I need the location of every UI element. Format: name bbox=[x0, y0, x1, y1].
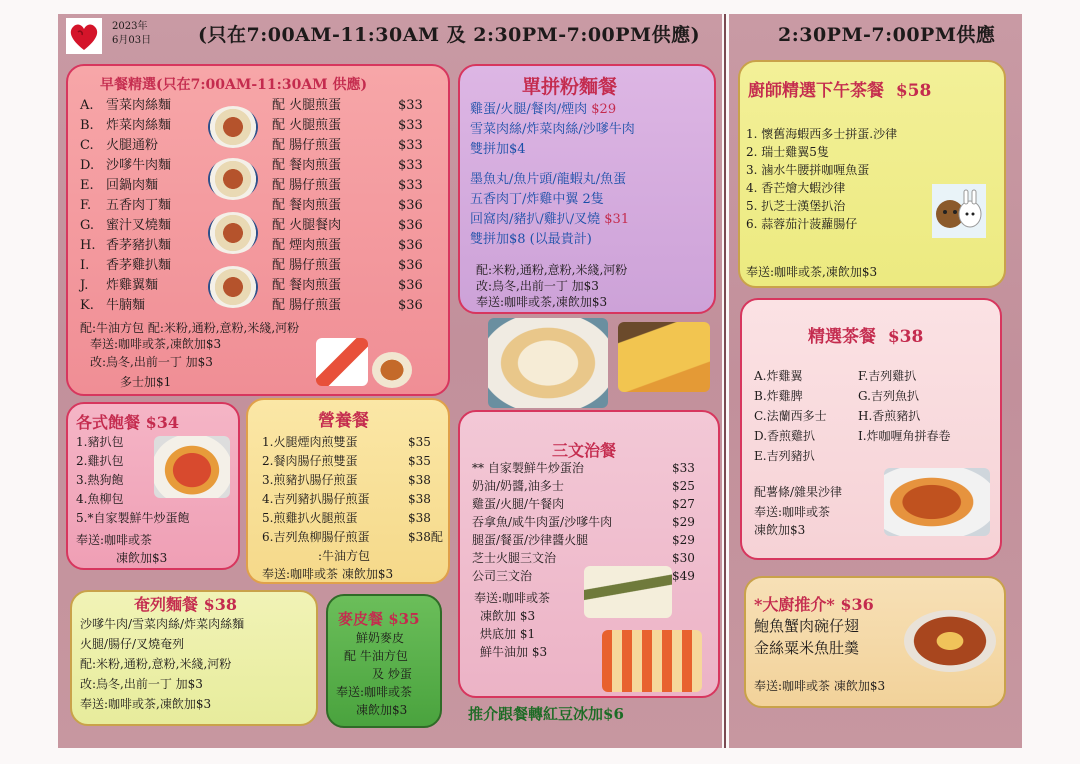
combo-line bbox=[470, 212, 629, 228]
tea-set-panel bbox=[740, 298, 1002, 560]
sandwich-note: 烘底加 $1 bbox=[480, 627, 536, 641]
breakfast-item-price: $33 bbox=[398, 118, 423, 133]
date-year: 2023年 bbox=[112, 21, 148, 32]
breakfast-item-price: $33 bbox=[398, 98, 423, 113]
chef-tea-panel bbox=[738, 60, 1006, 288]
chef-rec-note: 奉送:咖啡或茶 凍飲加$3 bbox=[754, 679, 886, 693]
omelet-line: 改:烏冬,出前一丁 加$3 bbox=[80, 677, 203, 691]
nutrition-panel bbox=[246, 398, 450, 584]
nutrition-item-name: 2.餐肉腸仔煎雙蛋 bbox=[262, 454, 358, 468]
combo-price: $31 bbox=[604, 212, 630, 227]
combo-line: 雪菜肉絲/炸菜肉絲/沙嗲牛肉 bbox=[470, 122, 635, 137]
tea-set-note: 配薯條/雜果沙律 bbox=[754, 485, 843, 499]
breakfast-item-side: 配 餐肉煎蛋 bbox=[272, 158, 342, 173]
sandwich-item-name: ** 自家製鮮牛炒蛋治 bbox=[472, 461, 584, 475]
chef-rec-line: 鮑魚蟹肉碗仔翅 bbox=[754, 617, 860, 635]
sandwich-panel bbox=[458, 410, 720, 698]
breakfast-item-side: 配 腸仔煎蛋 bbox=[272, 138, 342, 153]
combo-note: 配:米粉,通粉,意粉,米綫,河粉 bbox=[476, 263, 628, 277]
nutrition-note: 奉送:咖啡或茶 凍飲加$3 bbox=[262, 567, 394, 581]
breakfast-item-code: G. bbox=[80, 218, 95, 233]
breakfast-item-price: $33 bbox=[398, 158, 423, 173]
chef-rec-title-text: *大廚推介* bbox=[754, 595, 835, 614]
breakfast-panel bbox=[66, 64, 450, 396]
breakfast-item-side: 配 餐肉煎蛋 bbox=[272, 278, 342, 293]
breakfast-item-code: F. bbox=[80, 198, 92, 213]
noodle-combo-panel bbox=[458, 64, 716, 314]
breakfast-item-name: 五香肉丁麵 bbox=[106, 198, 172, 213]
combo-note: 改:烏冬,出前一丁 加$3 bbox=[476, 279, 599, 293]
nutrition-item-name: 1.火腿煙肉煎雙蛋 bbox=[262, 435, 358, 449]
nutrition-item-name: 5.煎雞扒火腿煎蛋 bbox=[262, 511, 358, 525]
breakfast-item-code: D. bbox=[80, 158, 95, 173]
tea-set-note: 奉送:咖啡或茶 bbox=[754, 505, 831, 519]
set-bun-price: $34 bbox=[145, 413, 179, 432]
sandwich-item-name: 腿蛋/餐蛋/沙律醬火腿 bbox=[472, 533, 589, 547]
chef-rec-panel bbox=[744, 576, 1006, 708]
sandwich-item-price: $33 bbox=[672, 461, 695, 475]
chef-tea-title bbox=[748, 76, 931, 101]
tea-set-item: A.炸雞翼 bbox=[754, 369, 803, 383]
set-bun-item: 3.熱狗飽 bbox=[76, 473, 124, 487]
breakfast-item-side: 配 腸仔煎蛋 bbox=[272, 258, 342, 273]
omelet-price: $38 bbox=[203, 595, 237, 614]
oatmeal-line: 鮮奶麥皮 bbox=[356, 631, 405, 645]
tea-set-item: C.法蘭西多士 bbox=[754, 409, 827, 423]
heart-icon bbox=[66, 18, 102, 54]
nutrition-item-price: $38配 bbox=[408, 530, 443, 544]
oatmeal-line: 凍飲加$3 bbox=[356, 703, 408, 717]
oatmeal-line: 配 牛油方包 bbox=[344, 649, 408, 663]
breakfast-item-side: 配 火腿煎蛋 bbox=[272, 98, 342, 113]
breakfast-item-code: J. bbox=[80, 278, 89, 293]
combo-note: 奉送:咖啡或茶,凍飲加$3 bbox=[476, 295, 608, 309]
food-photo bbox=[372, 352, 412, 388]
sandwich-item-price: $29 bbox=[672, 533, 695, 547]
chef-tea-item: 4. 香芒燴大蝦沙律 bbox=[746, 181, 846, 195]
breakfast-item-side: 配 火腿煎蛋 bbox=[272, 118, 342, 133]
oatmeal-price: $35 bbox=[388, 610, 420, 628]
combo-line bbox=[470, 102, 616, 118]
sandwich-item-name: 芝士火腿三文治 bbox=[472, 551, 557, 565]
chef-tea-item: 6. 蒜蓉茄汁菠蘿腸仔 bbox=[746, 217, 858, 231]
breakfast-title: 早餐精選(只在7:00AM-11:30AM 供應) bbox=[100, 77, 368, 93]
sandwich-note: 奉送:咖啡或茶 bbox=[474, 591, 551, 605]
tea-set-title-text: 精選茶餐 bbox=[808, 327, 876, 347]
breakfast-item-side: 配 煙肉煎蛋 bbox=[272, 238, 342, 253]
tea-set-item: E.吉列豬扒 bbox=[754, 449, 815, 463]
breakfast-item-code: C. bbox=[80, 138, 94, 153]
nutrition-note: :牛油方包 bbox=[318, 549, 371, 563]
combo-line-text: 雞蛋/火腿/餐肉/煙肉 bbox=[470, 102, 588, 117]
breakfast-item-code: E. bbox=[80, 178, 94, 193]
omelet-title bbox=[134, 592, 237, 615]
chef-tea-title-text: 廚師精選下午茶餐 bbox=[748, 81, 884, 101]
tea-set-price: $38 bbox=[887, 327, 924, 347]
sandwich-item-price: $25 bbox=[672, 479, 695, 493]
food-photo bbox=[208, 158, 258, 200]
food-photo bbox=[584, 566, 672, 618]
tea-set-item: I.炸咖喱角拼春卷 bbox=[858, 429, 951, 443]
nutrition-item-price: $35 bbox=[408, 435, 431, 449]
chef-tea-item: 1. 懷舊海蝦西多士拼蛋.沙律 bbox=[746, 127, 898, 141]
set-bun-item: 5.*自家製鮮牛炒蛋飽 bbox=[76, 511, 190, 525]
combo-line: 墨魚丸/魚片頭/龍蝦丸/魚蛋 bbox=[470, 172, 627, 187]
food-photo bbox=[904, 610, 996, 672]
breakfast-note: 改:烏冬,出前一丁 加$3 bbox=[90, 355, 213, 369]
sandwich-item-price: $30 bbox=[672, 551, 695, 565]
bear-bunny-sticker-icon bbox=[932, 184, 986, 238]
breakfast-item-code: B. bbox=[80, 118, 94, 133]
set-bun-item: 2.雞扒包 bbox=[76, 454, 124, 468]
food-photo bbox=[618, 322, 710, 392]
omelet-line: 火腿/腸仔/叉燒奄列 bbox=[80, 637, 185, 651]
breakfast-item-code: H. bbox=[80, 238, 96, 253]
tea-set-item: F.吉列雞扒 bbox=[858, 369, 917, 383]
chef-rec-title bbox=[754, 592, 874, 615]
nutrition-item-price: $38 bbox=[408, 492, 431, 506]
set-bun-note: 奉送:咖啡或茶 bbox=[76, 533, 153, 547]
set-bun-title bbox=[76, 410, 179, 433]
date-day: 6月03日 bbox=[112, 35, 152, 46]
food-photo bbox=[208, 266, 258, 308]
breakfast-item-side: 配 腸仔煎蛋 bbox=[272, 298, 342, 313]
omelet-panel bbox=[70, 590, 318, 726]
chef-tea-item: 2. 瑞士雞翼5隻 bbox=[746, 145, 829, 159]
breakfast-note: 奉送:咖啡或茶,凍飲加$3 bbox=[90, 337, 222, 351]
breakfast-item-name: 炸雞翼麵 bbox=[106, 278, 159, 293]
set-bun-item: 4.魚柳包 bbox=[76, 492, 124, 506]
nutrition-item-name: 6.吉列魚柳腸仔煎蛋 bbox=[262, 530, 370, 544]
breakfast-item-name: 香茅豬扒麵 bbox=[106, 238, 172, 253]
sandwich-item-price: $49 bbox=[672, 569, 695, 583]
breakfast-item-name: 火腿通粉 bbox=[106, 138, 159, 153]
chef-tea-note: 奉送:咖啡或茶,凍飲加$3 bbox=[746, 265, 878, 279]
sandwich-item-name: 奶油/奶醬,油多士 bbox=[472, 479, 564, 493]
nutrition-item-price: $38 bbox=[408, 511, 431, 525]
food-photo bbox=[602, 630, 702, 692]
breakfast-item-side: 配 火腿餐肉 bbox=[272, 218, 342, 233]
tea-set-note: 凍飲加$3 bbox=[754, 523, 806, 537]
chef-rec-price: $36 bbox=[840, 595, 874, 614]
sandwich-item-name: 公司三文治 bbox=[472, 569, 533, 583]
noodle-combo-title: 單拼粉麵餐 bbox=[522, 76, 618, 98]
breakfast-item-price: $36 bbox=[398, 298, 423, 313]
sandwich-note: 凍飲加 $3 bbox=[480, 609, 536, 623]
nutrition-title: 營養餐 bbox=[318, 411, 369, 431]
breakfast-item-name: 沙嗲牛肉麵 bbox=[106, 158, 172, 173]
chef-tea-item: 5. 扒芝士漢堡扒治 bbox=[746, 199, 846, 213]
set-bun-note: 凍飲加$3 bbox=[116, 551, 168, 565]
food-photo bbox=[316, 338, 368, 386]
tea-set-title bbox=[808, 322, 923, 347]
food-photo bbox=[488, 318, 608, 408]
omelet-line: 奉送:咖啡或茶,凍飲加$3 bbox=[80, 697, 212, 711]
omelet-title-text: 奄列麵餐 bbox=[134, 595, 199, 614]
combo-price: $29 bbox=[591, 102, 617, 117]
breakfast-note: 多士加$1 bbox=[120, 375, 172, 389]
chef-rec-line: 金絲粟米魚肚羹 bbox=[754, 639, 860, 657]
sandwich-item-price: $29 bbox=[672, 515, 695, 529]
nutrition-item-name: 4.吉列豬扒腸仔煎蛋 bbox=[262, 492, 370, 506]
food-photo bbox=[884, 468, 990, 536]
promo-text: 推介跟餐轉紅豆冰加$6 bbox=[468, 705, 624, 723]
breakfast-item-price: $36 bbox=[398, 198, 423, 213]
breakfast-item-price: $36 bbox=[398, 258, 423, 273]
breakfast-item-price: $36 bbox=[398, 218, 423, 233]
tea-set-item: D.香煎雞扒 bbox=[754, 429, 816, 443]
sandwich-item-price: $27 bbox=[672, 497, 695, 511]
tea-set-item: H.香煎豬扒 bbox=[858, 409, 921, 423]
date-stamp bbox=[112, 20, 151, 48]
oatmeal-panel bbox=[326, 594, 442, 728]
breakfast-item-code: I. bbox=[80, 258, 90, 273]
set-bun-item: 1.豬扒包 bbox=[76, 435, 124, 449]
breakfast-item-price: $36 bbox=[398, 278, 423, 293]
sandwich-note: 鮮牛油加 $3 bbox=[480, 645, 548, 659]
tea-set-item: B.炸雞脾 bbox=[754, 389, 803, 403]
oatmeal-title-text: 麥皮餐 bbox=[338, 610, 384, 628]
tea-set-item: G.吉列魚扒 bbox=[858, 389, 919, 403]
omelet-line: 配:米粉,通粉,意粉,米綫,河粉 bbox=[80, 657, 232, 671]
hours-left: (只在7:00AM-11:30AM 及 2:30PM-7:00PM供應) bbox=[198, 24, 701, 46]
food-photo bbox=[208, 106, 258, 148]
breakfast-item-name: 回鍋肉麵 bbox=[106, 178, 159, 193]
breakfast-item-side: 配 腸仔煎蛋 bbox=[272, 178, 342, 193]
breakfast-item-name: 雪菜肉絲麵 bbox=[106, 98, 172, 113]
combo-line: 五香肉丁/炸雞中翼 2隻 bbox=[470, 192, 604, 207]
breakfast-item-price: $33 bbox=[398, 178, 423, 193]
combo-line-text: 回窩肉/豬扒/雞扒/叉燒 bbox=[470, 212, 601, 227]
breakfast-item-name: 蜜汁叉燒麵 bbox=[106, 218, 172, 233]
food-photo bbox=[208, 212, 258, 254]
food-photo bbox=[154, 436, 230, 498]
breakfast-item-name: 香茅雞扒麵 bbox=[106, 258, 172, 273]
hours-right: 2:30PM-7:00PM供應 bbox=[778, 24, 996, 46]
combo-line: 雙拼加$8 (以最貴計) bbox=[470, 232, 592, 247]
fold-divider bbox=[724, 14, 726, 748]
nutrition-item-price: $38 bbox=[408, 473, 431, 487]
breakfast-item-name: 炸菜肉絲麵 bbox=[106, 118, 172, 133]
breakfast-note: 配:牛油方包 配:米粉,通粉,意粉,米綫,河粉 bbox=[80, 321, 300, 335]
set-bun-panel bbox=[66, 402, 240, 570]
breakfast-item-price: $33 bbox=[398, 138, 423, 153]
nutrition-item-price: $35 bbox=[408, 454, 431, 468]
sandwich-item-name: 吞拿魚/咸牛肉蛋/沙嗲牛肉 bbox=[472, 515, 613, 529]
breakfast-item-side: 配 餐肉煎蛋 bbox=[272, 198, 342, 213]
breakfast-item-code: A. bbox=[80, 98, 94, 113]
breakfast-item-code: K. bbox=[80, 298, 94, 313]
breakfast-item-price: $36 bbox=[398, 238, 423, 253]
chef-tea-price: $58 bbox=[895, 81, 932, 101]
breakfast-item-name: 牛腩麵 bbox=[106, 298, 146, 313]
sandwich-title: 三文治餐 bbox=[552, 441, 617, 460]
combo-line: 雙拼加$4 bbox=[470, 142, 526, 157]
oatmeal-line: 及 炒蛋 bbox=[372, 667, 412, 681]
oatmeal-title bbox=[338, 608, 420, 629]
oatmeal-line: 奉送:咖啡或茶 bbox=[336, 685, 413, 699]
nutrition-item-name: 3.煎豬扒腸仔煎蛋 bbox=[262, 473, 358, 487]
sandwich-item-name: 雞蛋/火腿/午餐肉 bbox=[472, 497, 565, 511]
omelet-line: 沙嗲牛肉/雪菜肉絲/炸菜肉絲麵 bbox=[80, 617, 245, 631]
chef-tea-item: 3. 滷水牛腰拼咖喱魚蛋 bbox=[746, 163, 870, 177]
set-bun-title-text: 各式飽餐 bbox=[76, 413, 141, 432]
